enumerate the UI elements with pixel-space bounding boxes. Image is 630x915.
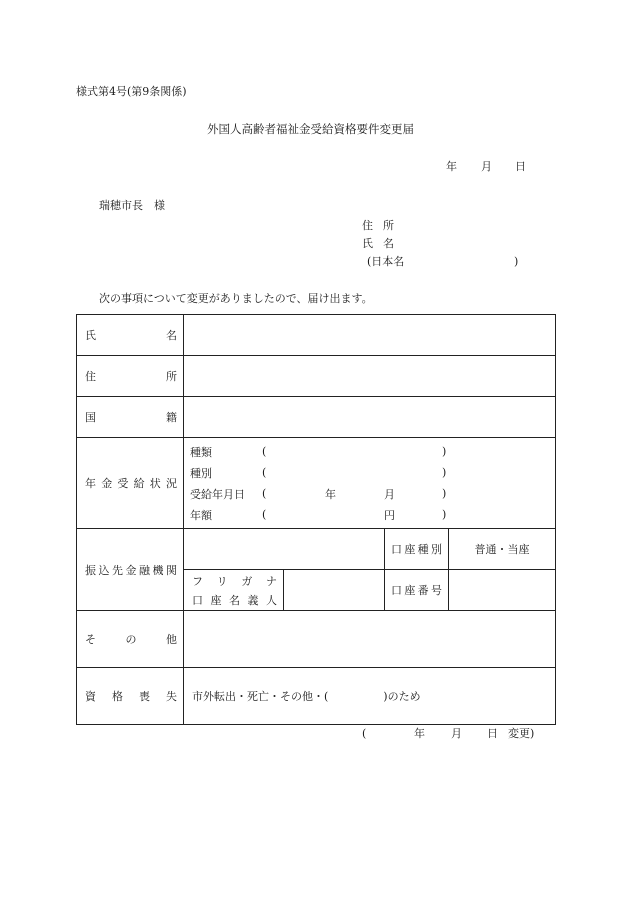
account-number-char: 番 [417, 584, 429, 597]
holder-label [192, 592, 277, 608]
pension-amount-yen: 円 [384, 508, 395, 522]
row-pension-status-label [77, 438, 184, 529]
open-paren: ( [262, 466, 267, 479]
holder-char: 口 [192, 593, 203, 607]
japanese-name-open: (日本名 [367, 255, 405, 268]
row-address [77, 356, 556, 397]
furigana-char: ナ [265, 574, 277, 588]
holder-char: 座 [210, 593, 222, 607]
row-nationality [77, 397, 556, 438]
date-year: 年 [446, 160, 457, 173]
pension-status-fields [184, 438, 556, 529]
bank-name-field[interactable] [184, 529, 385, 570]
row-address-label [77, 356, 184, 397]
disqualification-label-char: 失 [166, 690, 177, 703]
close-paren: ) [442, 445, 447, 458]
pension-start-label: 受給年月日 [190, 487, 245, 501]
furigana-holder-label [184, 570, 284, 611]
account-number-char: 座 [404, 584, 416, 597]
pension-start-year: 年 [325, 487, 336, 501]
row-bank-1 [77, 529, 556, 570]
close-paren: ) [442, 508, 447, 521]
footer-suffix: 変更) [508, 727, 535, 740]
bank-label-char: 先 [112, 563, 123, 577]
other-field[interactable] [184, 611, 556, 668]
row-nationality-label [77, 397, 184, 438]
furigana-label [192, 573, 277, 589]
applicant-address-label-1: 住 [362, 219, 373, 232]
close-paren: ) [442, 487, 447, 500]
bank-label-char: 金 [125, 563, 137, 577]
close-paren: ) [442, 466, 447, 479]
date-month: 月 [481, 160, 492, 173]
open-paren: ( [262, 445, 267, 458]
row-nationality-label-char: 国 [85, 411, 96, 424]
pension-category-line[interactable] [184, 462, 555, 483]
account-type-label [385, 529, 449, 570]
form-title: 外国人高齢者福祉金受給資格要件変更届 [207, 122, 414, 136]
pension-status-char: 給 [133, 477, 145, 490]
row-name-label-char: 氏 [85, 329, 96, 342]
row-pension-status [77, 438, 556, 529]
pension-amount-line[interactable] [184, 504, 555, 525]
account-type-char: 口 [391, 543, 402, 556]
bank-label-char: 機 [152, 563, 164, 577]
pension-type-line[interactable] [184, 441, 555, 462]
row-disqualification [77, 668, 556, 725]
addressee: 瑞穂市長 様 [99, 199, 165, 212]
form-number: 様式第4号(第9条関係) [76, 85, 187, 98]
form-table [76, 314, 556, 725]
footer-year: 年 [414, 727, 425, 740]
account-type-char: 座 [404, 543, 416, 556]
row-other-label [77, 611, 184, 668]
account-number-char: 口 [391, 584, 402, 597]
pension-start-month: 月 [384, 487, 395, 501]
open-paren: ( [262, 487, 267, 500]
account-type-value[interactable]: 普通・当座 [449, 529, 556, 570]
row-disqualification-label [77, 668, 184, 725]
pension-category-label: 種別 [190, 466, 212, 480]
holder-char: 名 [229, 593, 240, 607]
bank-label-char: 融 [139, 563, 150, 577]
holder-char: 義 [247, 593, 259, 607]
row-nationality-label-char: 籍 [166, 411, 177, 424]
applicant-name-label-1: 氏 [362, 237, 373, 250]
other-label-char: そ [85, 633, 96, 646]
date-day: 日 [515, 160, 526, 173]
pension-status-char: 況 [165, 477, 177, 490]
row-name [77, 315, 556, 356]
japanese-name-close: ) [514, 255, 519, 268]
pension-type-label: 種類 [190, 445, 212, 459]
account-number-field[interactable] [449, 570, 556, 611]
pension-status-char: 状 [149, 477, 161, 490]
pension-status-char: 金 [101, 477, 113, 490]
account-number-char: 号 [430, 584, 442, 597]
pension-status-char: 受 [117, 477, 129, 490]
footer-day: 日 [487, 727, 498, 740]
row-name-label [77, 315, 184, 356]
furigana-char: フ [192, 574, 203, 588]
row-address-label-char: 所 [166, 370, 177, 383]
bank-label-char: 込 [98, 563, 110, 577]
bank-label-char: 振 [85, 563, 96, 577]
disqualification-label-char: 格 [112, 690, 123, 703]
other-label-char: の [125, 633, 137, 646]
footer-open-paren: ( [362, 727, 367, 740]
disqualification-field[interactable]: 市外転出・死亡・その他・( )のため [184, 668, 556, 725]
applicant-name-label-2: 名 [383, 237, 394, 250]
pension-start-line[interactable] [184, 483, 555, 504]
row-bank-label [77, 529, 184, 611]
account-type-char: 種 [417, 543, 429, 556]
account-number-label [385, 570, 449, 611]
disqualification-label-char: 喪 [139, 690, 150, 703]
pension-amount-label: 年額 [190, 508, 212, 522]
furigana-char: リ [216, 574, 228, 588]
name-field[interactable] [184, 315, 556, 356]
holder-char: 人 [266, 593, 277, 607]
open-paren: ( [262, 508, 267, 521]
footer-month: 月 [451, 727, 462, 740]
intro-text: 次の事項について変更がありましたので、届け出ます。 [99, 292, 373, 305]
address-field[interactable] [184, 356, 556, 397]
bank-label-char: 関 [166, 563, 177, 577]
nationality-field[interactable] [184, 397, 556, 438]
furigana-char: ガ [241, 574, 253, 588]
row-address-label-char: 住 [85, 370, 96, 383]
applicant-address-label-2: 所 [383, 219, 394, 232]
pension-status-char: 年 [85, 477, 96, 490]
account-type-char: 別 [430, 543, 442, 556]
row-other [77, 611, 556, 668]
row-name-label-char: 名 [166, 329, 177, 342]
account-holder-field[interactable] [284, 570, 385, 611]
disqualification-label-char: 資 [85, 690, 96, 703]
other-label-char: 他 [166, 633, 177, 646]
